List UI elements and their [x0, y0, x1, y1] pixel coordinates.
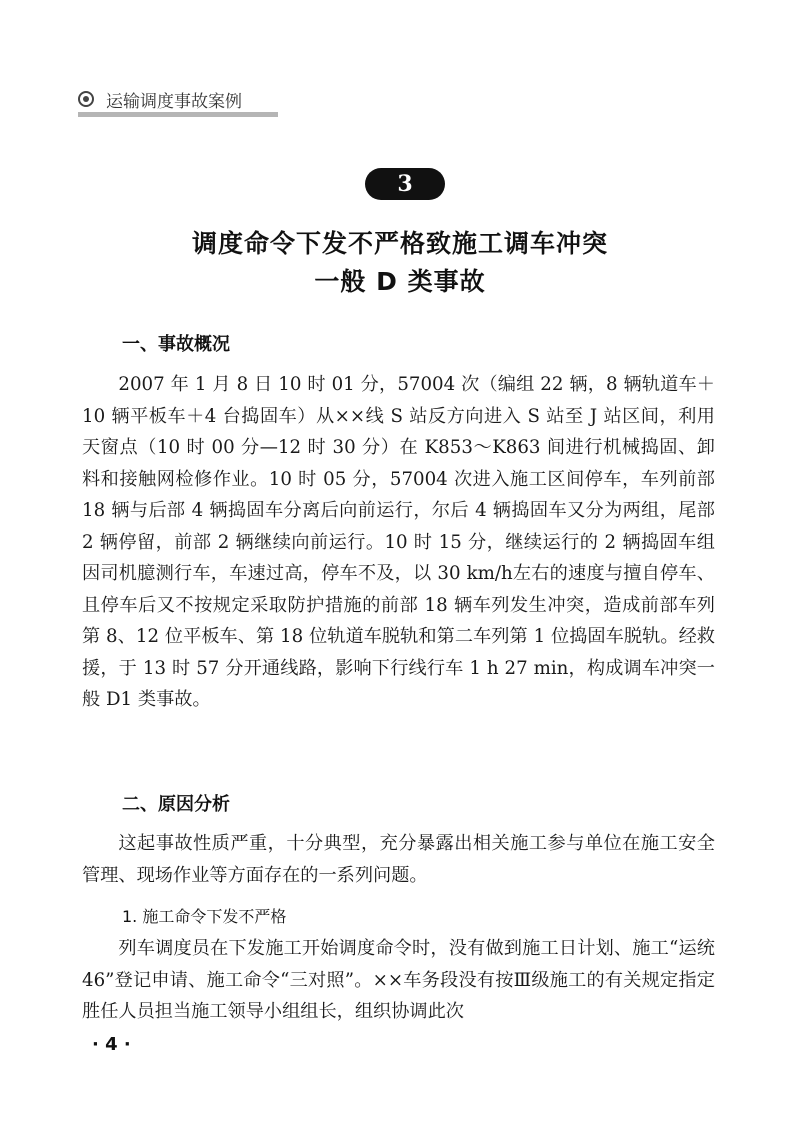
chapter-number-badge: 3 [365, 168, 445, 200]
bullseye-icon [78, 91, 94, 107]
page-number: · 4 · [92, 1034, 131, 1055]
paragraph-overview: 2007 年 1 月 8 日 10 时 01 分，57004 次（编组 22 辆，8 辆轨道车＋10 辆平板车＋4 台捣固车）从××线 S 站反方向进入 S 站至 J 站区间，利用天窗点（10 时 00 分—12 时 30 分）在 K853～K863 间进行机械捣固、卸料和接触网检修作业。10 时 05 分，57004 次进入施工区间停车，车列前部 18 辆与后部 4 辆捣固车分离后向前运行，尔后 4 辆捣固车又分为两组，尾部 2 辆停留，前部 2 辆继续向前运行。10 时 15 分，继续运行的 2 辆捣固车组因司机臆测行车，车速过高，停车不及，以 30 km/h左右的速度与擅自停车、且停车后又不按规定采取防护措施的前部 18 辆车列发生冲突，造成前部车列第 8、12 位平板车、第 18 位轨道车脱轨和第二车列第 1 位捣固车脱轨。经救援，于 13 时 57 分开通线路，影响下行线行车 1 h 27 min，构成调车冲突一般 D1 类事故。 [82, 374, 715, 710]
chapter-title-line-1: 调度命令下发不严格致施工调车冲突 [191, 229, 608, 258]
section-heading-cause-analysis: 二、原因分析 [122, 794, 230, 815]
paragraph-command: 列车调度员在下发施工开始调度命令时，没有做到施工日计划、施工“运统 46”登记申请、施工命令“三对照”。××车务段没有按Ⅲ级施工的有关规定指定胜任人员担当施工领导小组组长，组织协调此次 [82, 938, 715, 1022]
section-heading-overview: 一、事故概况 [122, 334, 230, 355]
running-header-title: 运输调度事故案例 [106, 91, 242, 112]
paragraph-cause-intro: 这起事故性质严重，十分典型，充分暴露出相关施工参与单位在施工安全管理、现场作业等方面存在的一系列问题。 [82, 833, 715, 886]
chapter-title-line-2: 一般 D 类事故 [314, 267, 486, 296]
running-header [78, 86, 242, 112]
header-rule [78, 112, 278, 117]
subsection-heading-command: 1. 施工命令下发不严格 [122, 907, 287, 926]
